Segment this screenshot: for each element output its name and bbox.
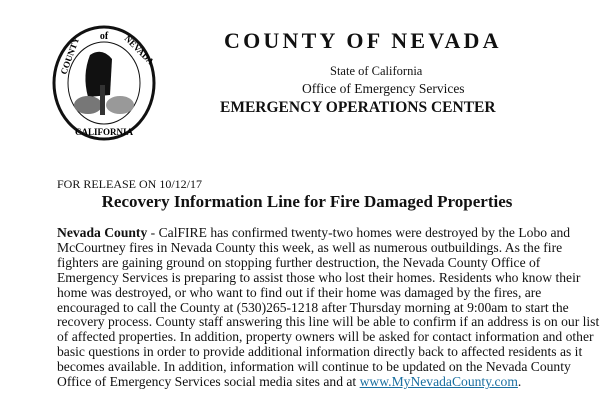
state-label: State of California xyxy=(330,64,423,78)
body-line: McCourtney fires in Nevada County this week, as well as numerous outbuildings. As the fire xyxy=(57,239,563,255)
body-end: . xyxy=(517,374,522,390)
svg-text:COUNTY: COUNTY xyxy=(58,35,82,76)
headline: Recovery Information Line for Fire Damaged Properties xyxy=(101,192,513,211)
svg-text:of: of xyxy=(99,31,109,42)
county-seal-logo xyxy=(52,25,157,142)
office-label: Office of Emergency Services xyxy=(302,81,465,96)
release-date: FOR RELEASE ON 10/12/17 xyxy=(57,177,203,191)
center-label: EMERGENCY OPERATIONS CENTER xyxy=(220,99,496,116)
body-line: becomes available. In addition, information will continue to be updated on the Nevada County xyxy=(57,359,571,375)
body-text xyxy=(57,226,599,390)
county-title: COUNTY OF NEVADA xyxy=(224,28,502,53)
body-line: - CalFIRE has confirmed twenty-two homes were destroyed by the Lobo and xyxy=(147,225,571,240)
body-line: of affected properties. In addition, property owners will be asked for contact information and other xyxy=(57,329,594,345)
body-line: Office of Emergency Services social media sites and at xyxy=(57,374,360,390)
body-line: basic questions in order to provide additional information directly back to affected residents as it xyxy=(57,344,583,360)
body-line: home was destroyed, or who want to find out if their home was damaged by the fires, are xyxy=(57,284,542,300)
svg-text:NEVADA: NEVADA xyxy=(122,33,157,67)
lead-location: Nevada County xyxy=(57,225,148,240)
body-line: Emergency Services is preparing to assist those who lost their homes. Residents who know their xyxy=(57,269,581,285)
body-line: recovery process. County staff answering this line will be able to confirm if an address is on our list xyxy=(57,314,600,330)
svg-text:CALIFORNIA: CALIFORNIA xyxy=(74,127,134,137)
county-website-link[interactable]: www.MyNevadaCounty.com xyxy=(359,374,518,390)
body-line: fighters are gaining ground on stopping further destruction, the Nevada County Office of xyxy=(57,254,541,270)
body-line: encouraged to call the County at (530)265-1218 after Thursday morning at 9:00am to start the xyxy=(57,299,569,315)
